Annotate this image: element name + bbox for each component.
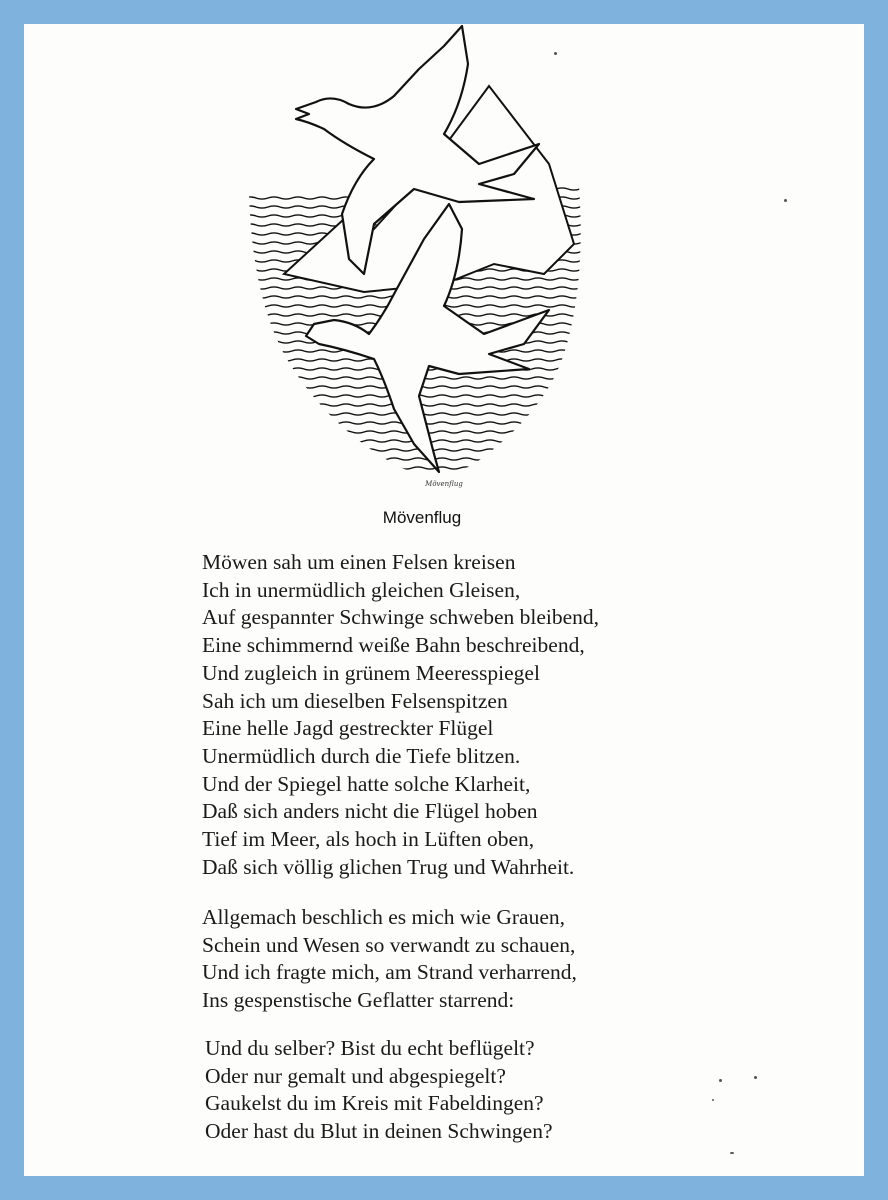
stanza-1 xyxy=(202,549,599,881)
poem-line: Daß sich anders nicht die Flügel hoben xyxy=(202,799,538,824)
sea-wave-line xyxy=(244,404,624,406)
illustration-signature: Mövenflug xyxy=(425,480,463,488)
scan-speck xyxy=(784,199,787,202)
poem-line: Oder hast du Blut in deinen Schwingen? xyxy=(205,1119,553,1144)
sea-wave-line xyxy=(244,476,624,478)
poem-line: Gaukelst du im Kreis mit Fabeldingen? xyxy=(205,1091,544,1116)
sea-wave-line xyxy=(244,440,624,442)
sea-wave-line xyxy=(244,386,624,388)
poem-line: Möwen sah um einen Felsen kreisen xyxy=(202,550,516,574)
sea-wave-line xyxy=(244,377,624,379)
scan-speck xyxy=(730,1152,734,1154)
sea-wave-line xyxy=(244,422,624,424)
poem-line: Eine schimmernd weiße Bahn beschreibend, xyxy=(202,633,585,658)
poem-line: Ich in unermüdlich gleichen Gleisen, xyxy=(202,577,521,602)
poem-title: Mövenflug xyxy=(382,508,462,527)
sea-wave-line xyxy=(244,413,624,415)
scan-speck xyxy=(712,1099,714,1101)
seagulls-illustration xyxy=(244,24,624,496)
scan-speck xyxy=(754,1076,757,1079)
poem-line: Schein und Wesen so verwandt zu schauen, xyxy=(202,932,576,957)
stanza-3 xyxy=(205,1035,553,1146)
poem-line: Und zugleich in grünem Meeresspiegel xyxy=(202,660,540,685)
poem-line: Tief im Meer, als hoch in Lüften oben, xyxy=(202,827,535,852)
stanza-2 xyxy=(202,904,577,1015)
poem-line: Auf gespannter Schwinge schweben bleibend, xyxy=(202,605,600,630)
poem-line: Und der Spiegel hatte solche Klarheit, xyxy=(202,771,531,796)
poem-line: Daß sich völlig glichen Trug und Wahrheit. xyxy=(202,854,575,879)
scan-speck xyxy=(719,1079,722,1082)
poem-line: Sah ich um dieselben Felsenspitzen xyxy=(202,688,508,713)
sea-wave-line xyxy=(244,395,624,397)
poem-page xyxy=(24,24,864,1176)
poem-line: Unermüdlich durch die Tiefe blitzen. xyxy=(202,743,521,768)
scan-speck xyxy=(554,52,557,55)
sea-wave-line xyxy=(244,431,624,433)
poem-line: Allgemach beschlich es mich wie Grauen, xyxy=(202,905,565,929)
poem-line: Ins gespenstische Geflatter starrend: xyxy=(202,988,515,1013)
poem-line: Eine helle Jagd gestreckter Flügel xyxy=(202,716,494,741)
poem-line: Und du selber? Bist du echt beflügelt? xyxy=(205,1036,535,1060)
poem-line: Oder nur gemalt und abgespiegelt? xyxy=(205,1063,506,1088)
poem-line: Und ich fragte mich, am Strand verharrend, xyxy=(202,960,577,985)
